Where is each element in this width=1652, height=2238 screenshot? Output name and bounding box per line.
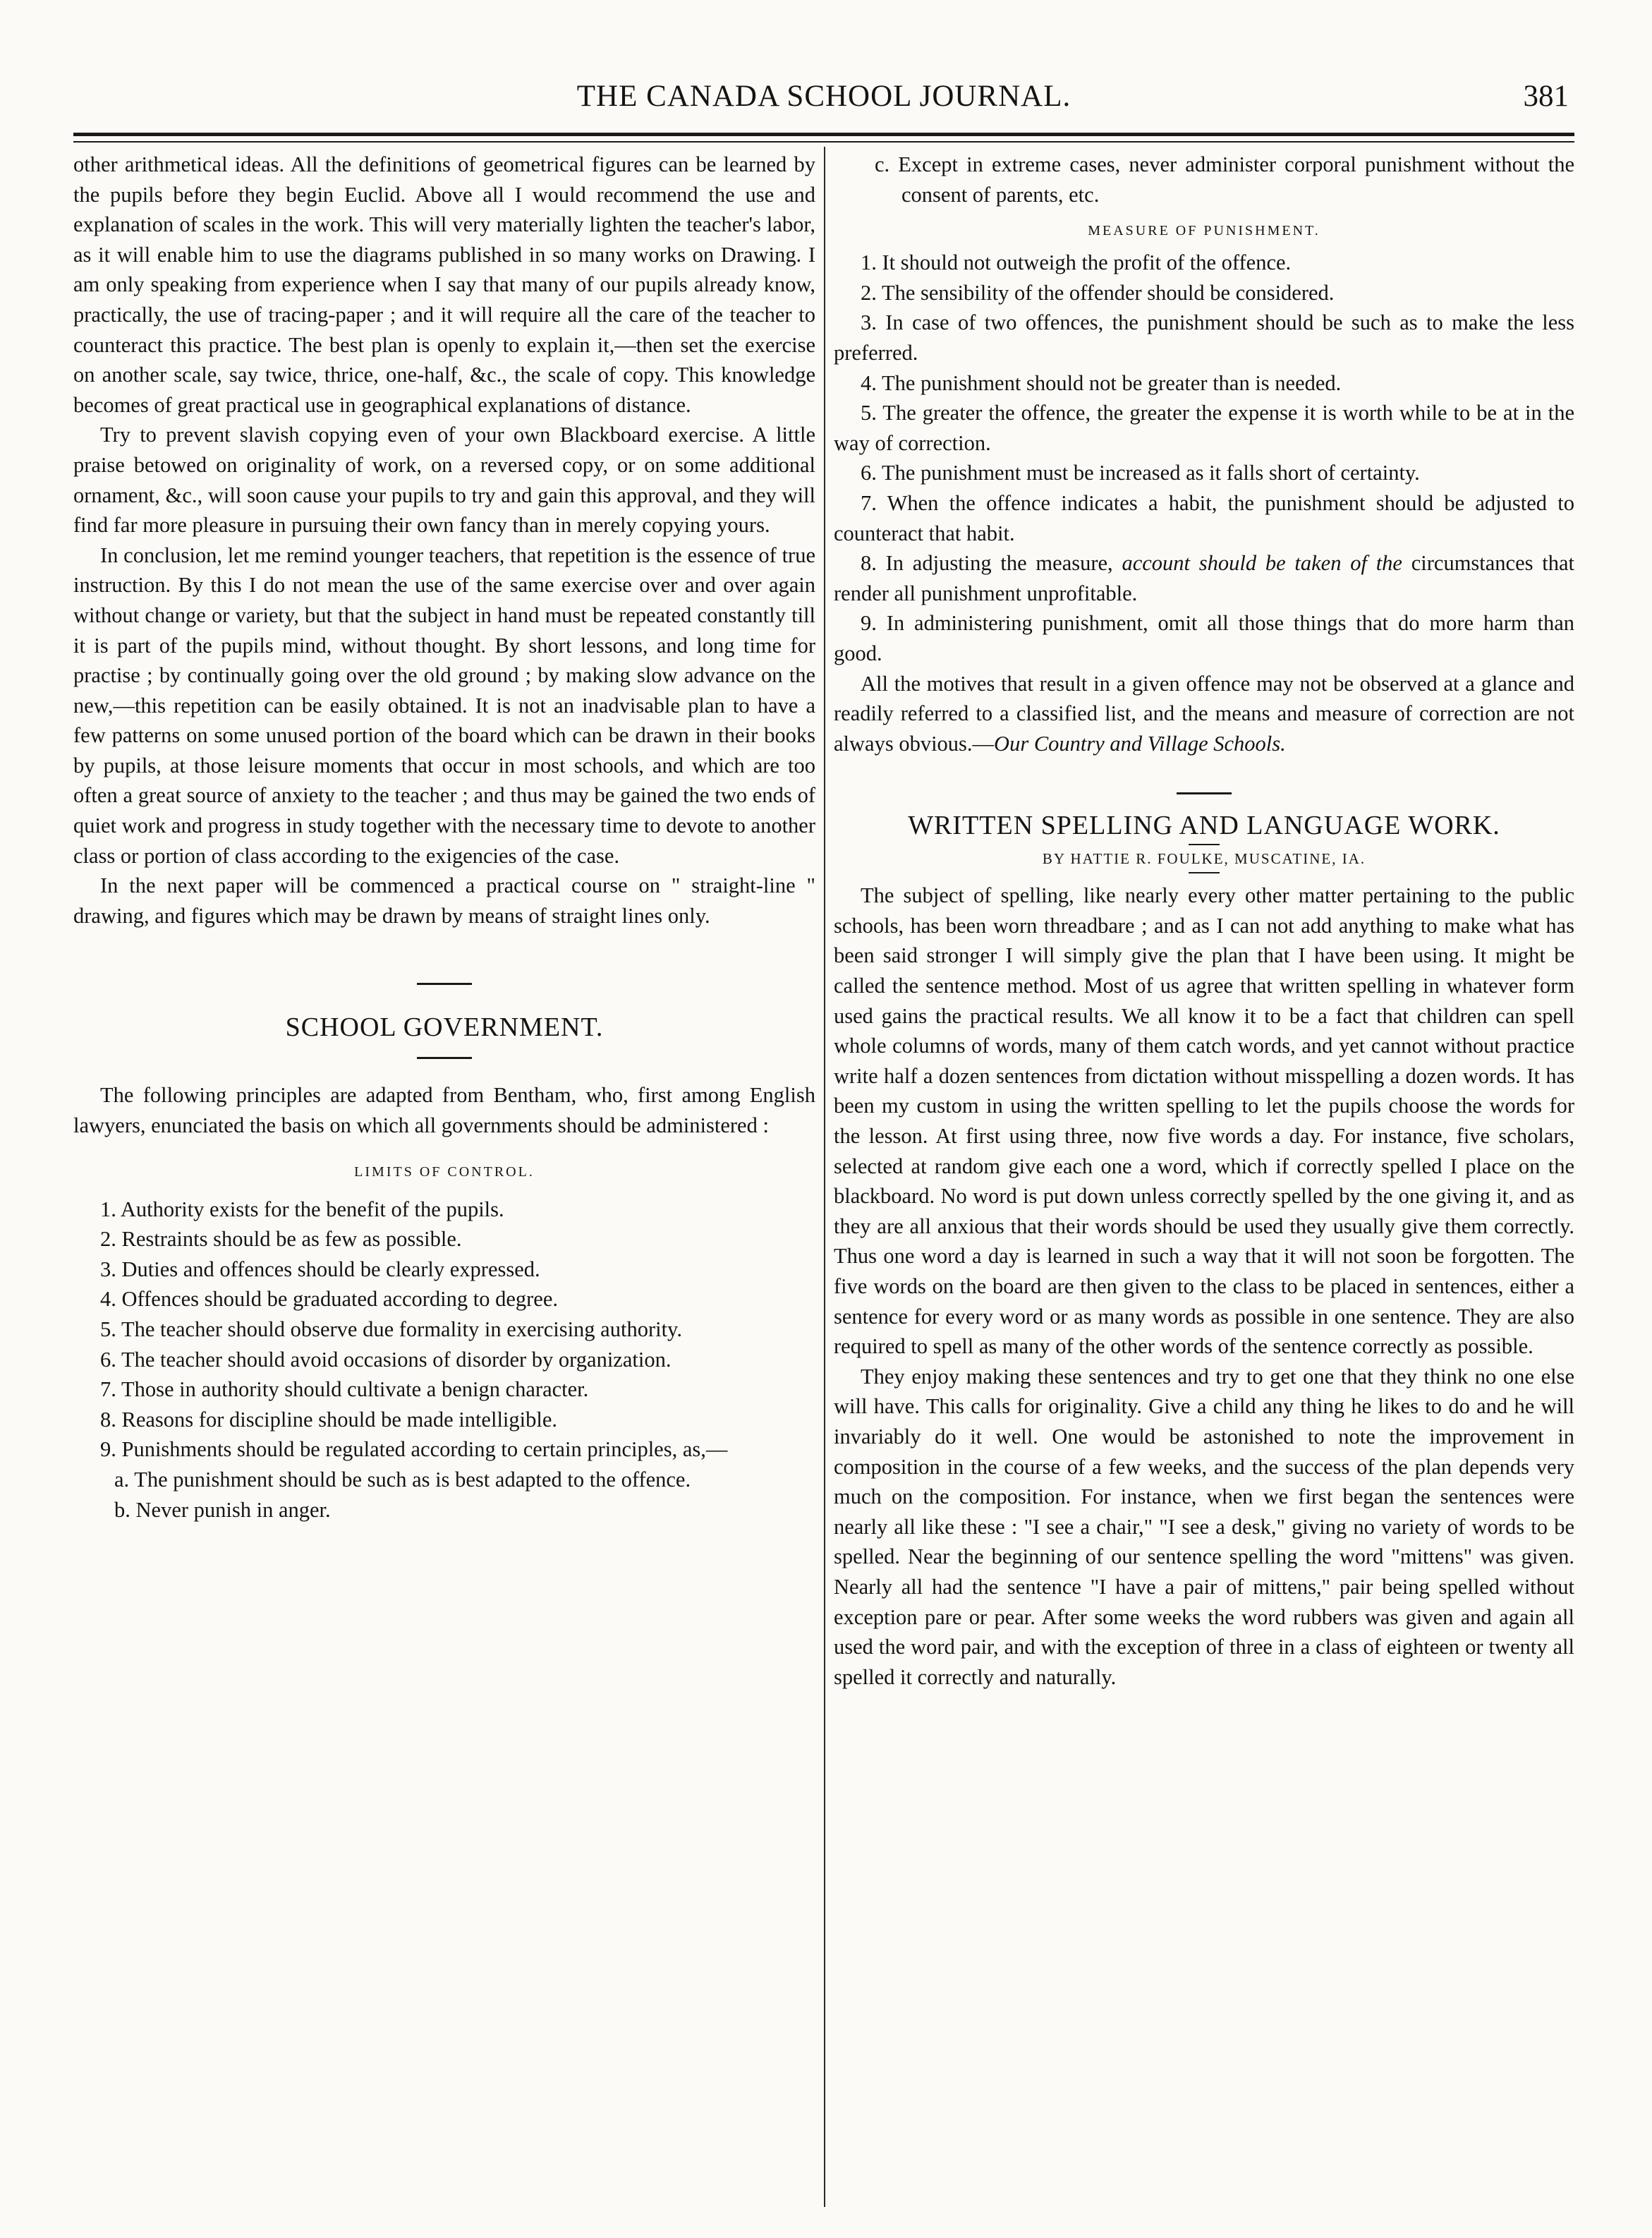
list-item: 6. The punishment must be increased as it falls short of certainty.: [861, 461, 1420, 485]
section-heading: SCHOOL GOVERNMENT.: [285, 1012, 604, 1043]
paragraph: other arithmetical ideas. All the definitions of geometrical figures can be learned by the pupils before they begin Euclid. Above all I would recommend the use and explanation of scales in the work. This will very materially lighten the teacher's labor, as it will enable him to use the diagrams published in so many works on Drawing. I am only speaking from experience when I say that many of our pupils already know, practically, the use of tracing-paper ; and it will require all the care of the teacher to counteract this practice. The best plan is openly to explain it,—then set the exercise on another scale, say twice, thrice, one-half, &c., the scale of copy. This knowledge becomes of great practical use in geographical explanations of distance.: [73, 152, 815, 417]
paragraph: In the next paper will be commenced a practical course on " straight-line " drawing, and figures which may be drawn by means of straight lines only.: [73, 873, 815, 928]
paragraph: [834, 669, 1574, 759]
list-sub-item: a. The punishment should be such as is best adapted to the offence.: [114, 1467, 691, 1492]
paragraph-text: All the motives that result in a given offence may not be observed at a glance and readily referred to a classified list, and the means and measure of correction are not always obvious.—: [834, 671, 1574, 756]
list-item: [834, 548, 1574, 608]
item-text: circumstances that render all punishment unprofitable.: [834, 551, 1575, 605]
subheading: LIMITS OF CONTROL.: [354, 1163, 535, 1180]
paragraph: Try to prevent slavish copying even of your own Blackboard exercise. A little praise betowed on originality of work, on a reversed copy, or on some additional ornament, &c., will soon cause your pupils to try and gain this approval, and they will find far more pleasure in pursuing their own fancy than in merely copying yours.: [73, 423, 815, 538]
article-heading: WRITTEN SPELLING AND LANGUAGE WORK.: [908, 811, 1500, 841]
item-text: 8. In adjusting the measure,: [861, 551, 1122, 576]
list-item: 4. The punishment should not be greater than is needed.: [861, 370, 1342, 395]
list-item: 2. Restraints should be as few as possible.: [100, 1227, 462, 1252]
paragraph: They enjoy making these sentences and try to get one that they think no one else will have. This calls for originality. Give a child any thing he likes to do and he will invariably do it well. One would be astonished to note the improvement in composition in the course of a few weeks, and the success of the plan depends very much on the composition. For instance, when we first began the sentences were nearly all like these : "I see a chair," "I see a desk," giving no variety of words to be spelled. Near the beginning of our sentence spelling the word "mittens" was given. Nearly all had the sentence "I have a pair of mittens," pair being spelled without exception pare or pear. After some weeks the word rubbers was given and again all used the word pair, and with the exception of three in a class of eighteen or twenty all spelled it correctly and naturally.: [834, 1364, 1574, 1689]
list-sub-item: b. Never punish in anger.: [114, 1497, 331, 1522]
item-emphasis: account should be taken of the: [1122, 551, 1402, 576]
paragraph: The subject of spelling, like nearly every other matter pertaining to the public schools, has been worn threadbare ; and as I can not add anything to make what has been said stronger I will simply give the plan that I have been using. It might be called the sentence method. Most of us agree that written spelling in whatever form used gains the practical results. We all know it to be a fact that children can spell whole columns of words, many of them catch words, and yet cannot without practice write half a dozen sentences from dictation without misspelling a dozen words. It has been my custom in using the written spelling to let the pupils choose the words for the lesson. At first using three, now five words a day. For instance, five scholars, selected at random give each one a word, which if correctly spelled I place on the blackboard. No word is put down unless correctly spelled by the one giving it, and as they are all anxious that their words should be used they usually give them correctly. Thus one word a day is learned in such a way that it will not soon be forgotten. The five words on the board are then given to the class to be placed in sentences, either a sentence for every word or as many words as possible in one sentence. They are also required to spell as many of the other words of the sentence correctly as possible.: [834, 883, 1574, 1359]
subheading: MEASURE OF PUNISHMENT.: [1088, 223, 1320, 239]
column-divider: [824, 147, 825, 2207]
list-item: 1. It should not outweigh the profit of the offence.: [861, 250, 1292, 275]
header-rule-thick: [73, 133, 1574, 136]
page-header: [73, 79, 1574, 124]
list-item: 7. When the offence indicates a habit, the punishment should be adjusted to counteract that habit.: [834, 490, 1574, 545]
source-citation: Our Country and Village Schools.: [994, 731, 1286, 756]
left-column: [73, 150, 815, 1525]
list-item: 4. Offences should be graduated according to degree.: [100, 1287, 559, 1312]
paragraph: In conclusion, let me remind younger teachers, that repetition is the essence of true instruction. By this I do not mean the use of the same exercise over and over again without change or variety, but that the subject in hand must be repeated constantly till it is part of the pupils mind, without thought. By short lessons, and long time for practise ; by continually going over the old ground ; by making slow advance on the new,—this repetition can be easily obtained. It is not an inadvisable plan to have a few patterns on some unused portion of the board which can be drawn in their books by pupils, at those leisure moments that occur in most schools, and which are too often a great source of anxiety to the teacher ; and thus may be gained the two ends of quiet work and progress in study together with the necessary time to devote to another class or portion of class according to the exigencies of the case.: [73, 543, 815, 868]
list-item: 6. The teacher should avoid occasions of disorder by organization.: [100, 1347, 672, 1372]
list-sub-item: c. Except in extreme cases, never administer corporal punishment without the consent of parents, etc.: [875, 152, 1574, 207]
right-column: [834, 150, 1574, 1692]
article-byline: BY HATTIE R. FOULKE, MUSCATINE, IA.: [1042, 850, 1366, 868]
list-item: 1. Authority exists for the benefit of the pupils.: [100, 1197, 504, 1221]
paragraph: The following principles are adapted from Bentham, who, first among English lawyers, enunciated the basis on which all governments should be administered :: [73, 1083, 815, 1138]
list-item: 5. The greater the offence, the greater the expense it is worth while to be at in the way of correction.: [834, 401, 1574, 455]
list-item: 8. Reasons for discipline should be made intelligible.: [100, 1407, 558, 1432]
list-item: 3. In case of two offences, the punishment should be such as to make the less preferred.: [834, 310, 1574, 365]
header-rule-thin: [73, 141, 1574, 143]
list-item: 5. The teacher should observe due formality in exercising authority.: [100, 1317, 682, 1341]
page-number: 381: [1523, 80, 1569, 113]
journal-title: THE CANADA SCHOOL JOURNAL.: [576, 80, 1071, 113]
list-item: 9. Punishments should be regulated according to certain principles, as,—: [100, 1437, 728, 1462]
list-item: 7. Those in authority should cultivate a benign character.: [100, 1377, 589, 1402]
list-item: 9. In administering punishment, omit all those things that do more harm than good.: [834, 611, 1574, 665]
list-item: 3. Duties and offences should be clearly expressed.: [100, 1257, 540, 1281]
list-item: 2. The sensibility of the offender should be considered.: [861, 280, 1335, 305]
